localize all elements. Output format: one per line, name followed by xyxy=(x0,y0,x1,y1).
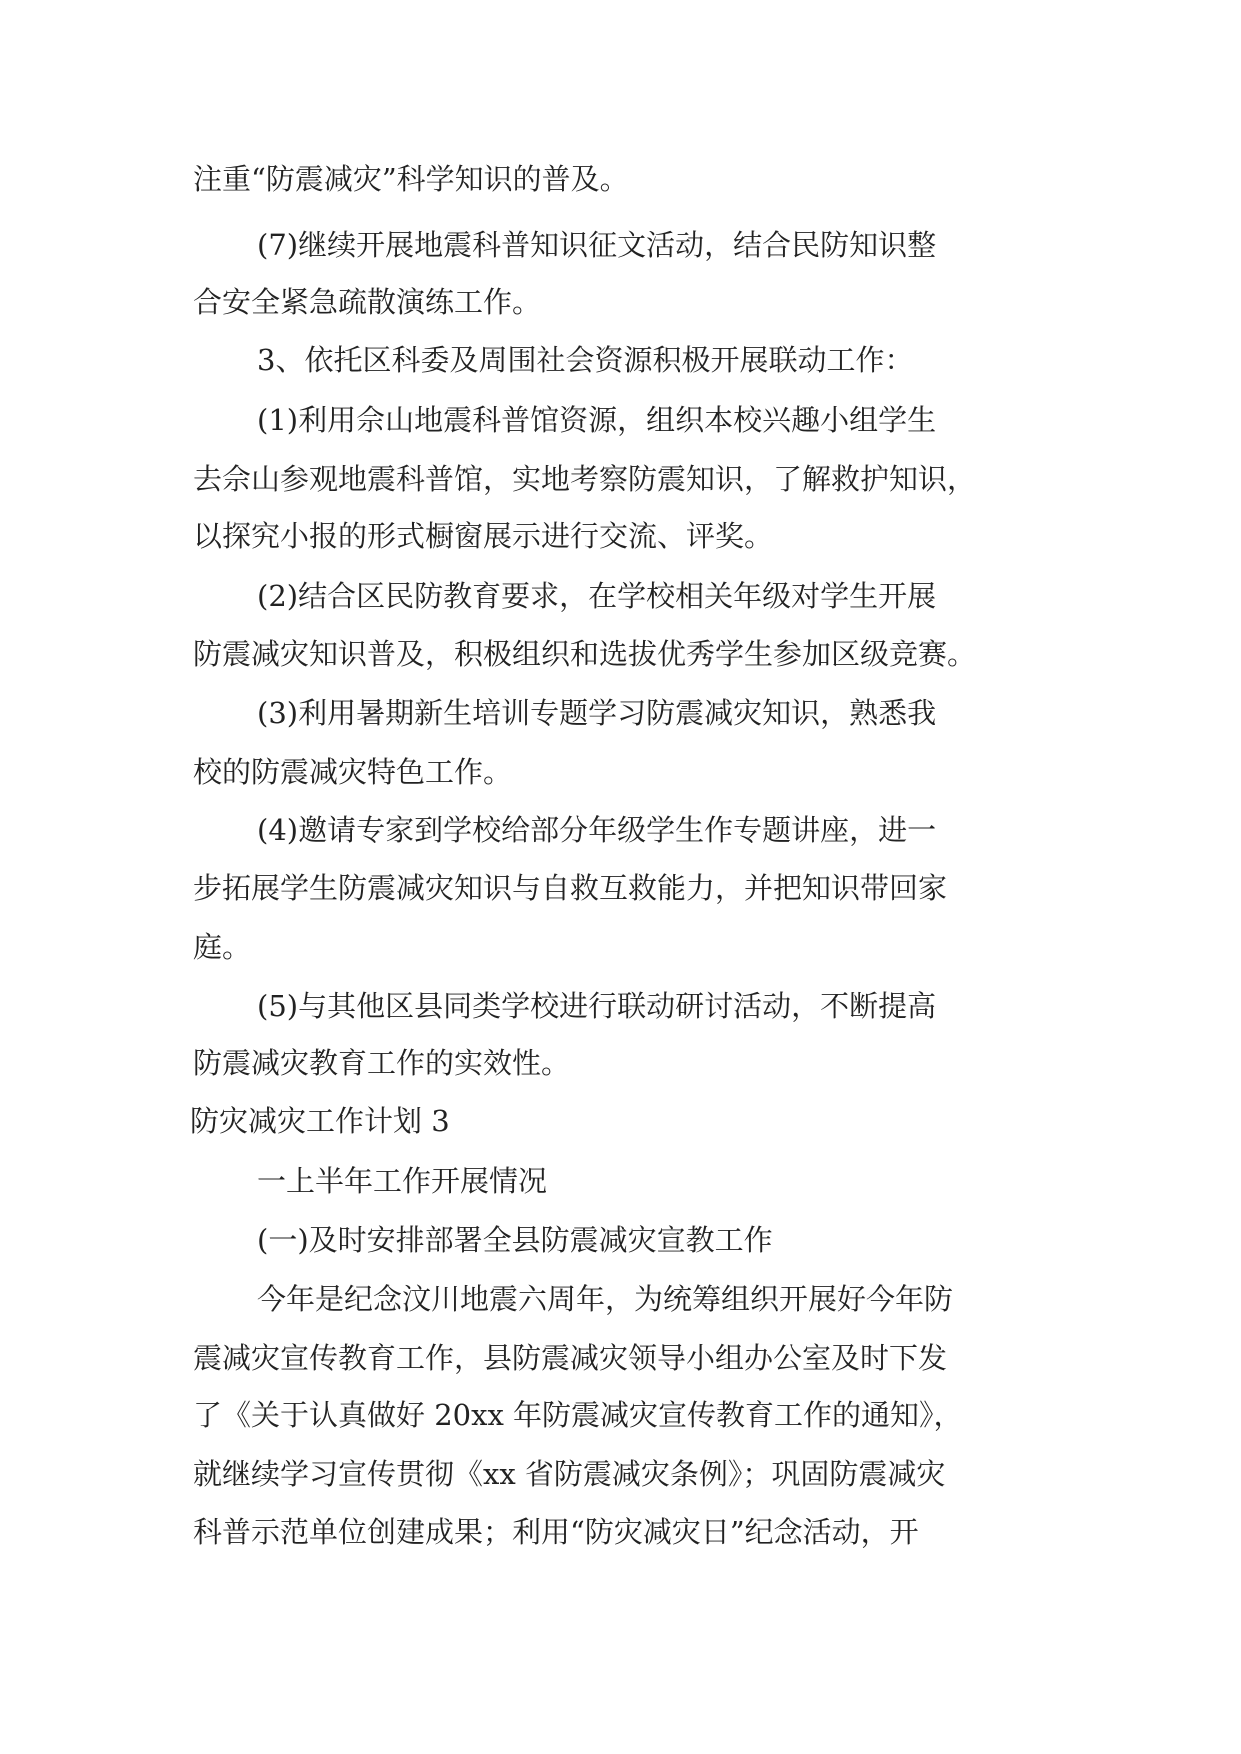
text-line: (7)继续开展地震科普知识征文活动，结合民防知识整 xyxy=(257,228,937,262)
text-line: 今年是纪念汶川地震六周年，为统筹组织开展好今年防 xyxy=(257,1282,954,1316)
text-line: (5)与其他区县同类学校进行联动研讨活动，不断提高 xyxy=(257,989,937,1023)
text-line: 校的防震减灾特色工作。 xyxy=(193,755,513,789)
text-line: (一)及时安排部署全县防震减灾宣教工作 xyxy=(257,1223,773,1257)
text-line: 庭。 xyxy=(193,930,252,964)
text-line: 科普示范单位创建成果；利用“防灾减灾日”纪念活动，开 xyxy=(193,1515,919,1549)
text-line: 以探究小报的形式橱窗展示进行交流、评奖。 xyxy=(193,519,774,553)
text-line: 震减灾宣传教育工作，县防震减灾领导小组办公室及时下发 xyxy=(193,1341,948,1375)
text-line: 注重“防震减灾”科学知识的普及。 xyxy=(193,162,629,196)
text-line: 去佘山参观地震科普馆，实地考察防震知识，了解救护知识， xyxy=(193,462,977,496)
text-line: 步拓展学生防震减灾知识与自救互救能力，并把知识带回家 xyxy=(193,871,948,905)
text-line: 了《关于认真做好 20xx 年防震减灾宣传教育工作的通知》， xyxy=(193,1398,963,1432)
text-line: 一上半年工作开展情况 xyxy=(257,1164,548,1198)
section-heading: 防灾减灾工作计划 3 xyxy=(190,1104,450,1138)
text-line: 防震减灾教育工作的实效性。 xyxy=(193,1046,571,1080)
text-line: 就继续学习宣传贯彻《xx 省防震减灾条例》；巩固防震减灾 xyxy=(193,1457,946,1491)
text-line: 合安全紧急疏散演练工作。 xyxy=(193,285,542,319)
text-line: (1)利用佘山地震科普馆资源，组织本校兴趣小组学生 xyxy=(257,403,937,437)
text-line: 3、依托区科委及周围社会资源积极开展联动工作： xyxy=(257,343,914,377)
text-line: (3)利用暑期新生培训专题学习防震减灾知识，熟悉我 xyxy=(257,696,937,730)
text-line: (4)邀请专家到学校给部分年级学生作专题讲座，进一 xyxy=(257,813,937,847)
text-line: 防震减灾知识普及，积极组织和选拔优秀学生参加区级竞赛。 xyxy=(193,637,977,671)
text-line: (2)结合区民防教育要求，在学校相关年级对学生开展 xyxy=(257,579,937,613)
